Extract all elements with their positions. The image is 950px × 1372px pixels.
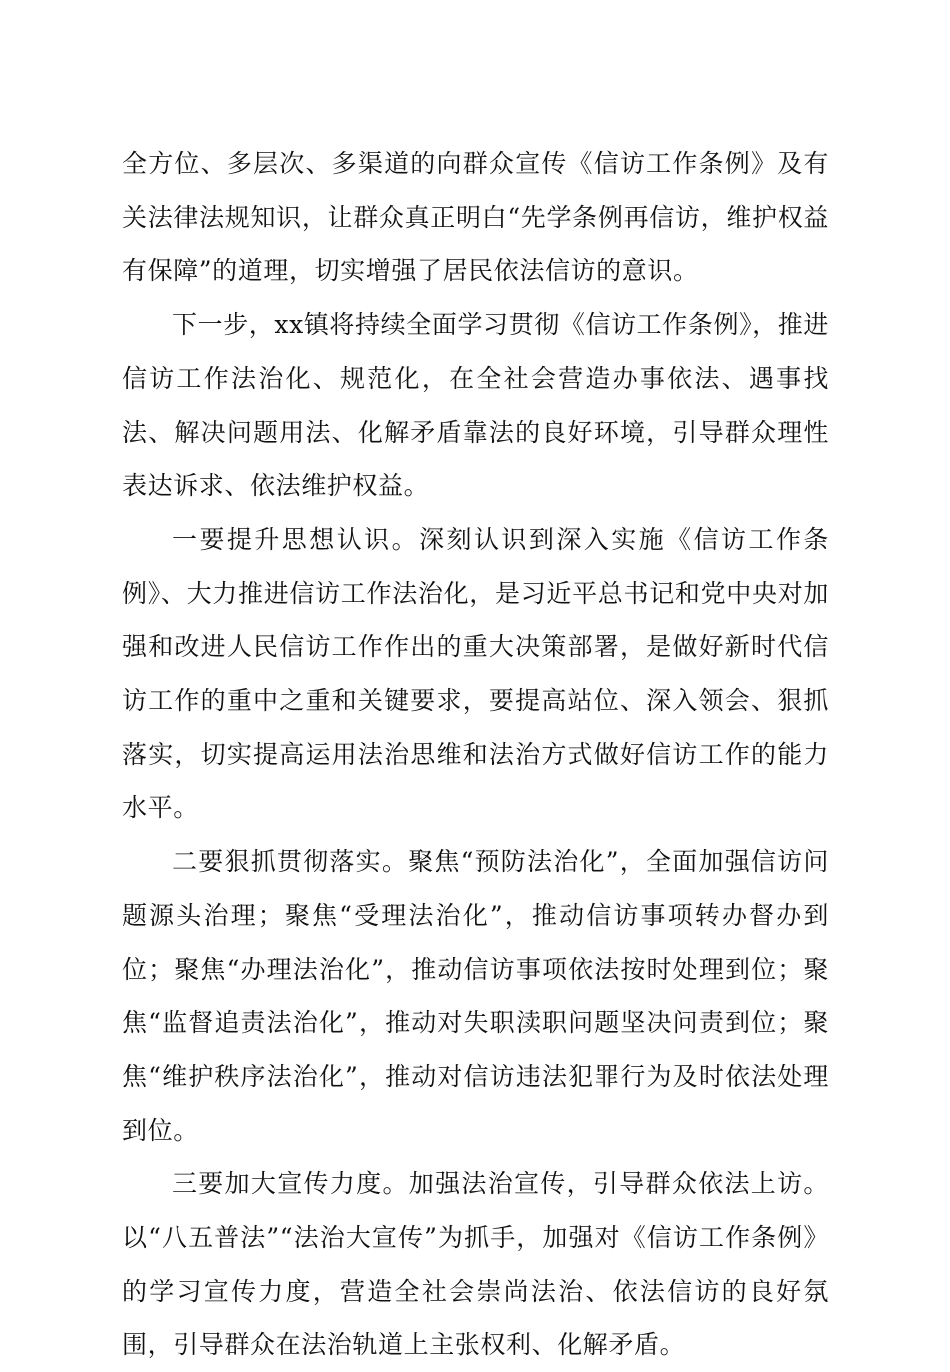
- document-body: [122, 137, 829, 1372]
- paragraph-point-three: 三要加大宣传力度。加强法治宣传，引导群众依法上访。以“八五普法”“法治大宣传”为抓手，加强对《信访工作条例》的学习宣传力度，营造全社会崇尚法治、依法信访的良好氛围，引导群众在法治轨道上主张权利、化解矛盾。: [122, 1169, 829, 1360]
- paragraph-point-one: 一要提升思想认识。深刻认识到深入实施《信访工作条例》、大力推进信访工作法治化，是习近平总书记和党中央对加强和改进人民信访工作作出的重大决策部署，是做好新时代信访工作的重中之重和关键要求，要提高站位、深入领会、狠抓落实，切实提高运用法治思维和法治方式做好信访工作的能力水平。: [122, 524, 829, 823]
- paragraph-point-two: 二要狠抓贯彻落实。聚焦“预防法治化”，全面加强信访问题源头治理；聚焦“受理法治化”，推动信访事项转办督办到位；聚焦“办理法治化”，推动信访事项依法按时处理到位；聚焦“监督追责法治化”，推动对失职渎职问题坚决问责到位；聚焦“维护秩序法治化”，推动对信访违法犯罪行为及时依法处理到位。: [122, 847, 829, 1145]
- paragraph-continuation: 全方位、多层次、多渠道的向群众宣传《信访工作条例》及有关法律法规知识，让群众真正明白“先学条例再信访，维护权益有保障”的道理，切实增强了居民依法信访的意识。: [122, 149, 829, 286]
- paragraph-next-steps: 下一步，xx镇将持续全面学习贯彻《信访工作条例》，推进信访工作法治化、规范化，在全社会营造办事依法、遇事找法、解决问题用法、化解矛盾靠法的良好环境，引导群众理性表达诉求、依法维护权益。: [122, 310, 829, 501]
